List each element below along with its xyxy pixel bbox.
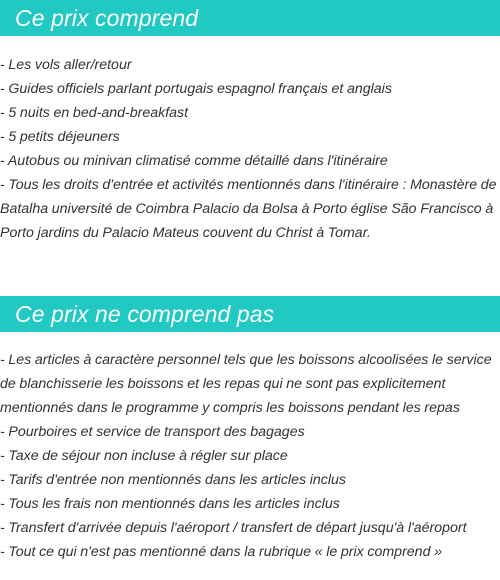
included-section-title: Ce prix comprend — [0, 0, 500, 36]
list-item: - Tout ce qui n'est pas mentionné dans la rubrique « le prix comprend » — [0, 544, 442, 560]
list-item: - 5 petits déjeuners — [0, 129, 120, 145]
list-item: - Tous les frais non mentionnés dans les articles inclus — [0, 496, 340, 512]
included-items-list — [0, 53, 500, 245]
list-item: - 5 nuits en bed-and-breakfast — [0, 105, 189, 121]
list-item: - Autobus ou minivan climatisé comme détaillé dans l'itinéraire — [0, 153, 388, 169]
excluded-items-list — [0, 348, 500, 564]
list-item: - Pourboires et service de transport des bagages — [0, 424, 305, 440]
excluded-section-title: Ce prix ne comprend pas — [0, 296, 500, 332]
list-item: - Les articles à caractère personnel tels que les boissons alcoolisées le service de blanchisserie les boissons et les repas qui ne sont pas explicitement mentionnés dans le programme y compris les boissons pendant les repas — [0, 352, 492, 416]
list-item: - Transfert d'arrivée depuis l'aéroport / transfert de départ jusqu'à l'aéroport — [0, 520, 467, 536]
list-item: - Tous les droits d'entrée et activités mentionnés dans l'itinéraire : Monastère de Batalha université de Coimbra Palacio da Bolsa à Porto église São Francisco à Porto jardins du Palacio Mateus couvent du Christ à Tomar. — [0, 177, 497, 241]
list-item: - Guides officiels parlant portugais espagnol français et anglais — [0, 81, 392, 97]
list-item: - Tarifs d'entrée non mentionnés dans les articles inclus — [0, 472, 346, 488]
list-item: - Taxe de séjour non incluse à régler sur place — [0, 448, 288, 464]
list-item: - Les vols aller/retour — [0, 57, 132, 73]
